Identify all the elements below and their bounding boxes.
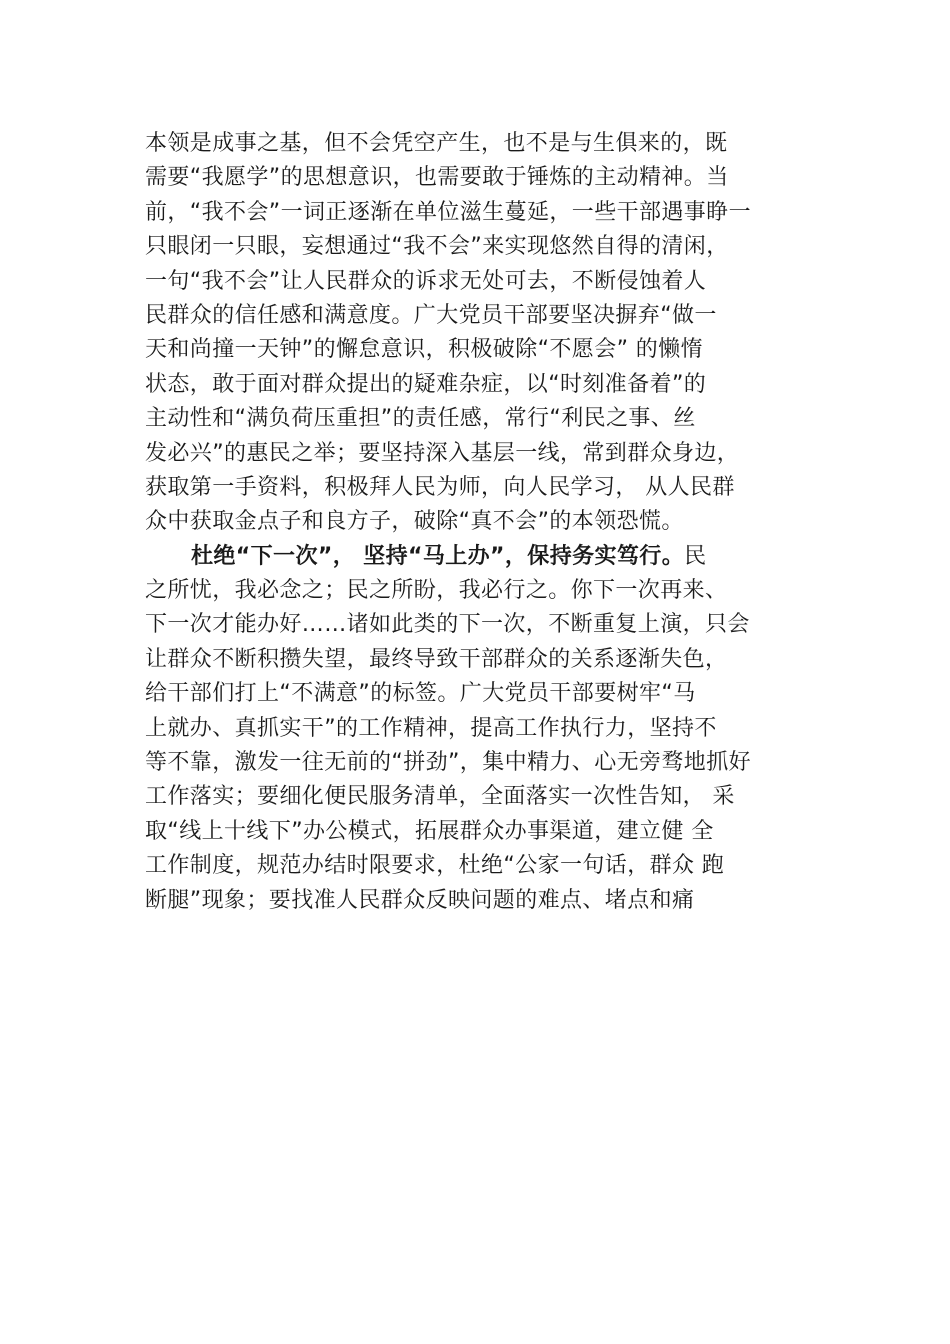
- text-line-7: 天和尚撞一天钟”的懈怠意识，积极破除“不愿会” 的懒惰: [145, 337, 703, 363]
- text-line-18: 上就办、真抓实干”的工作精神，提高工作执行力，坚持不: [145, 715, 717, 741]
- text-line-22: 工作制度，规范办结时限要求，杜绝“公家一句话，群众 跑: [145, 853, 725, 879]
- text-line-5: 一句“我不会”让人民群众的诉求无处可去，不断侵蚀着人: [145, 268, 707, 294]
- text-line-19: 等不靠，激发一往无前的“拼劲”，集中精力、心无旁骛地抓好: [145, 750, 751, 776]
- text-line-21: 取“线上十线下”办公模式，拓展群众办事渠道，建立健 全: [145, 818, 714, 844]
- text-line-6: 民群众的信任感和满意度。广大党员干部要坚决摒弃“做一: [145, 302, 717, 328]
- text-line-1: 本领是成事之基，但不会凭空产生，也不是与生俱来的，既: [145, 131, 728, 156]
- text-line-14: 之所忧，我必念之；民之所盼，我必行之。你下一次再来、: [145, 578, 728, 604]
- text-line-9: 主动性和“满负荷压重担”的责任感，常行“利民之事、丝: [145, 406, 696, 432]
- text-line-4: 只眼闭一只眼，妄想通过“我不会”来实现悠然自得的清闲，: [145, 234, 729, 260]
- paragraph-heading: 杜绝“下一次”， 坚持“马上办”，保持务实笃行。: [191, 543, 685, 569]
- text-line-20: 工作落实；要细化便民服务清单，全面落实一次性告知， 采: [145, 784, 735, 810]
- text-line-8: 状态，敢于面对群众提出的疑难杂症，以“时刻准备着”的: [145, 371, 707, 397]
- text-line-23: 断腿”现象；要找准人民群众反映问题的难点、堵点和痛: [145, 887, 695, 913]
- text-line-11: 获取第一手资料，积极拜人民为师，向人民学习， 从人民群: [145, 474, 735, 500]
- text-line-15: 下一次才能办好……诸如此类的下一次，不断重复上演，只会: [145, 612, 750, 638]
- text-line-3: 前，“我不会”一词正逐渐在单位滋生蔓延，一些干部遇事睁一: [145, 199, 751, 225]
- text-line-16: 让群众不断积攒失望，最终导致干部群众的关系逐渐失色，: [145, 646, 728, 672]
- text-line-10: 发必兴”的惠民之举；要坚持深入基层一线，常到群众身边，: [145, 440, 740, 466]
- text-line-17: 给干部们打上“不满意”的标签。广大党员干部要树牢“马: [145, 681, 696, 707]
- paragraph-heading-line: [145, 540, 845, 574]
- text-line-2: 需要“我愿学”的思想意识，也需要敢于锤炼的主动精神。当: [145, 165, 729, 191]
- text-line-12: 众中获取金点子和良方子，破除“真不会”的本领恐慌。: [145, 509, 684, 535]
- paragraph-heading-rest: 民: [684, 543, 707, 569]
- body-text: [145, 127, 845, 918]
